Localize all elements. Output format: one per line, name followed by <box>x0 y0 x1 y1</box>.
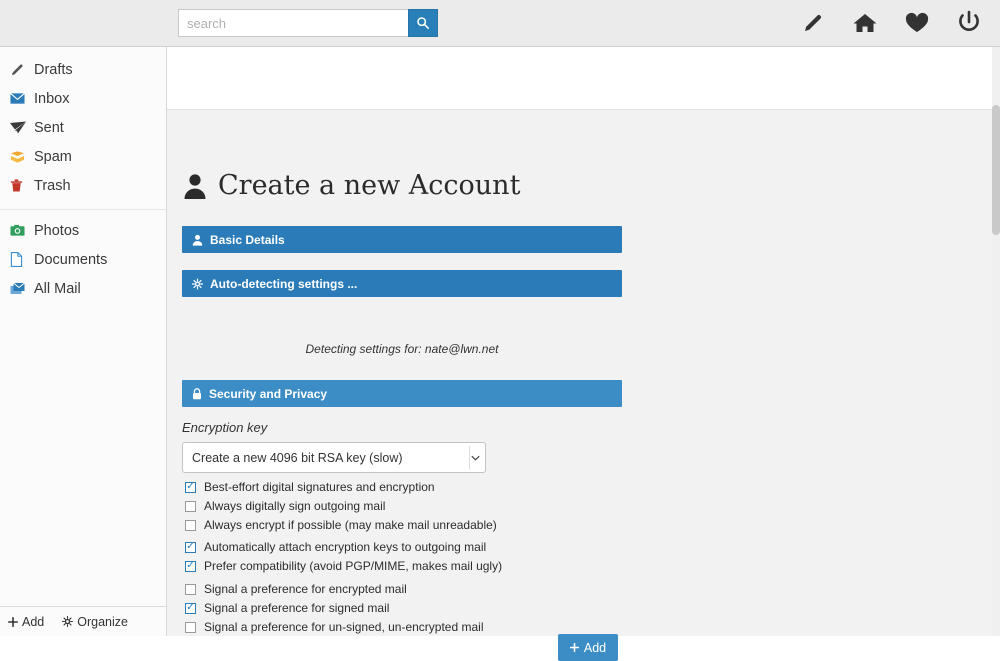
encryption-key-select[interactable] <box>182 442 486 473</box>
option-attach-keys[interactable] <box>185 538 502 556</box>
sidebar-add-button[interactable] <box>8 615 44 629</box>
checkbox-checked-icon[interactable]: ✓ <box>186 481 195 492</box>
section-auto-detect[interactable] <box>182 270 622 297</box>
sidebar-organize-button[interactable] <box>62 615 128 629</box>
sidebar-item-photos[interactable] <box>0 216 166 245</box>
sidebar-item-label: Trash <box>34 177 71 194</box>
option-label: Prefer compatibility (avoid PGP/MIME, makes mail ugly) <box>204 559 503 573</box>
gear-icon <box>192 278 203 290</box>
option-prefer-compatibility[interactable] <box>185 557 502 575</box>
sidebar-item-label: Inbox <box>34 90 70 107</box>
spam-icon <box>10 150 34 163</box>
checkbox-icon[interactable] <box>185 501 196 512</box>
camera-icon <box>10 224 34 237</box>
envelope-icon <box>10 92 34 105</box>
gear-icon <box>62 616 73 627</box>
page-title-text: Create a new Account <box>218 170 521 201</box>
sidebar-group-mail <box>0 47 166 303</box>
option-always-encrypt[interactable] <box>185 516 497 534</box>
mail-stack-icon <box>10 282 34 295</box>
options-group-signatures <box>185 478 497 535</box>
sidebar-item-label: Documents <box>34 251 108 268</box>
option-prefer-unsigned[interactable] <box>185 618 484 636</box>
chevron-down-icon <box>469 446 481 469</box>
search-bar <box>178 9 438 37</box>
compose-pencil-icon[interactable] <box>798 8 828 38</box>
sidebar-item-label: Spam <box>34 148 72 165</box>
option-prefer-encrypted[interactable] <box>185 580 484 598</box>
home-icon[interactable] <box>850 8 880 38</box>
plus-icon <box>8 617 18 627</box>
option-label: Automatically attach encryption keys to outgoing mail <box>204 540 487 554</box>
option-label: Signal a preference for encrypted mail <box>204 582 407 596</box>
sidebar-organize-label: Organize <box>77 614 128 629</box>
sidebar-item-label: Drafts <box>34 61 73 78</box>
options-group-preferences <box>185 580 484 637</box>
search-button[interactable] <box>408 9 438 37</box>
checkbox-icon[interactable] <box>185 520 196 531</box>
add-account-label: Add <box>583 640 607 655</box>
trash-icon <box>10 178 34 193</box>
checkbox-checked-icon[interactable]: ✓ <box>186 560 195 571</box>
topbar-icon-group <box>798 8 984 38</box>
option-label: Best-effort digital signatures and encryption <box>204 480 435 494</box>
heart-icon[interactable] <box>902 8 932 38</box>
checkbox-icon[interactable] <box>185 622 196 633</box>
option-best-effort[interactable] <box>185 478 497 496</box>
option-label: Signal a preference for signed mail <box>204 601 390 615</box>
sidebar-item-drafts[interactable] <box>0 55 166 84</box>
document-icon <box>10 252 34 267</box>
top-bar <box>0 0 1000 47</box>
checkbox-checked-icon[interactable]: ✓ <box>186 541 195 552</box>
section-security-privacy[interactable] <box>182 380 622 407</box>
lock-icon <box>192 388 202 400</box>
plus-icon <box>570 643 579 652</box>
sidebar-item-inbox[interactable] <box>0 84 166 113</box>
option-label: Always digitally sign outgoing mail <box>204 499 386 513</box>
sidebar <box>0 47 167 636</box>
checkbox-checked-icon[interactable]: ✓ <box>186 602 195 613</box>
sidebar-divider <box>0 209 166 210</box>
sidebar-footer <box>0 606 166 636</box>
search-icon <box>416 16 430 30</box>
section-label: Basic Details <box>210 232 285 247</box>
option-prefer-signed[interactable] <box>185 599 484 617</box>
option-always-sign[interactable] <box>185 497 497 515</box>
sidebar-item-label: Sent <box>34 119 64 136</box>
search-input[interactable] <box>178 9 408 37</box>
sidebar-item-label: All Mail <box>34 280 81 297</box>
sidebar-item-trash[interactable] <box>0 171 166 200</box>
add-account-button[interactable] <box>558 634 618 661</box>
sidebar-item-documents[interactable] <box>0 245 166 274</box>
section-label: Auto-detecting settings ... <box>210 276 358 291</box>
pencil-icon <box>10 62 34 77</box>
sidebar-item-spam[interactable] <box>0 142 166 171</box>
sidebar-add-label: Add <box>22 614 45 629</box>
user-icon <box>182 172 208 200</box>
options-group-keys <box>185 538 502 576</box>
encryption-key-value: Create a new 4096 bit RSA key (slow) <box>192 450 403 465</box>
sidebar-item-all-mail[interactable] <box>0 274 166 303</box>
checkbox-icon[interactable] <box>185 584 196 595</box>
detecting-status-text: Detecting settings for: nate@lwn.net <box>305 342 499 356</box>
power-icon[interactable] <box>954 8 984 38</box>
user-icon <box>192 234 203 246</box>
page-title <box>182 170 520 201</box>
sidebar-item-label: Photos <box>34 222 80 239</box>
encryption-key-label: Encryption key <box>182 420 268 435</box>
sidebar-item-sent[interactable] <box>0 113 166 142</box>
section-label: Security and Privacy <box>209 386 328 401</box>
section-basic-details[interactable] <box>182 226 622 253</box>
main-content <box>167 47 1000 655</box>
scrollbar-thumb[interactable] <box>992 105 1000 235</box>
option-label: Signal a preference for un-signed, un-encrypted mail <box>204 620 484 634</box>
paper-plane-icon <box>10 121 34 134</box>
account-panel <box>167 109 992 655</box>
scrollbar-track[interactable] <box>992 47 1000 636</box>
option-label: Always encrypt if possible (may make mail unreadable) <box>204 518 497 532</box>
